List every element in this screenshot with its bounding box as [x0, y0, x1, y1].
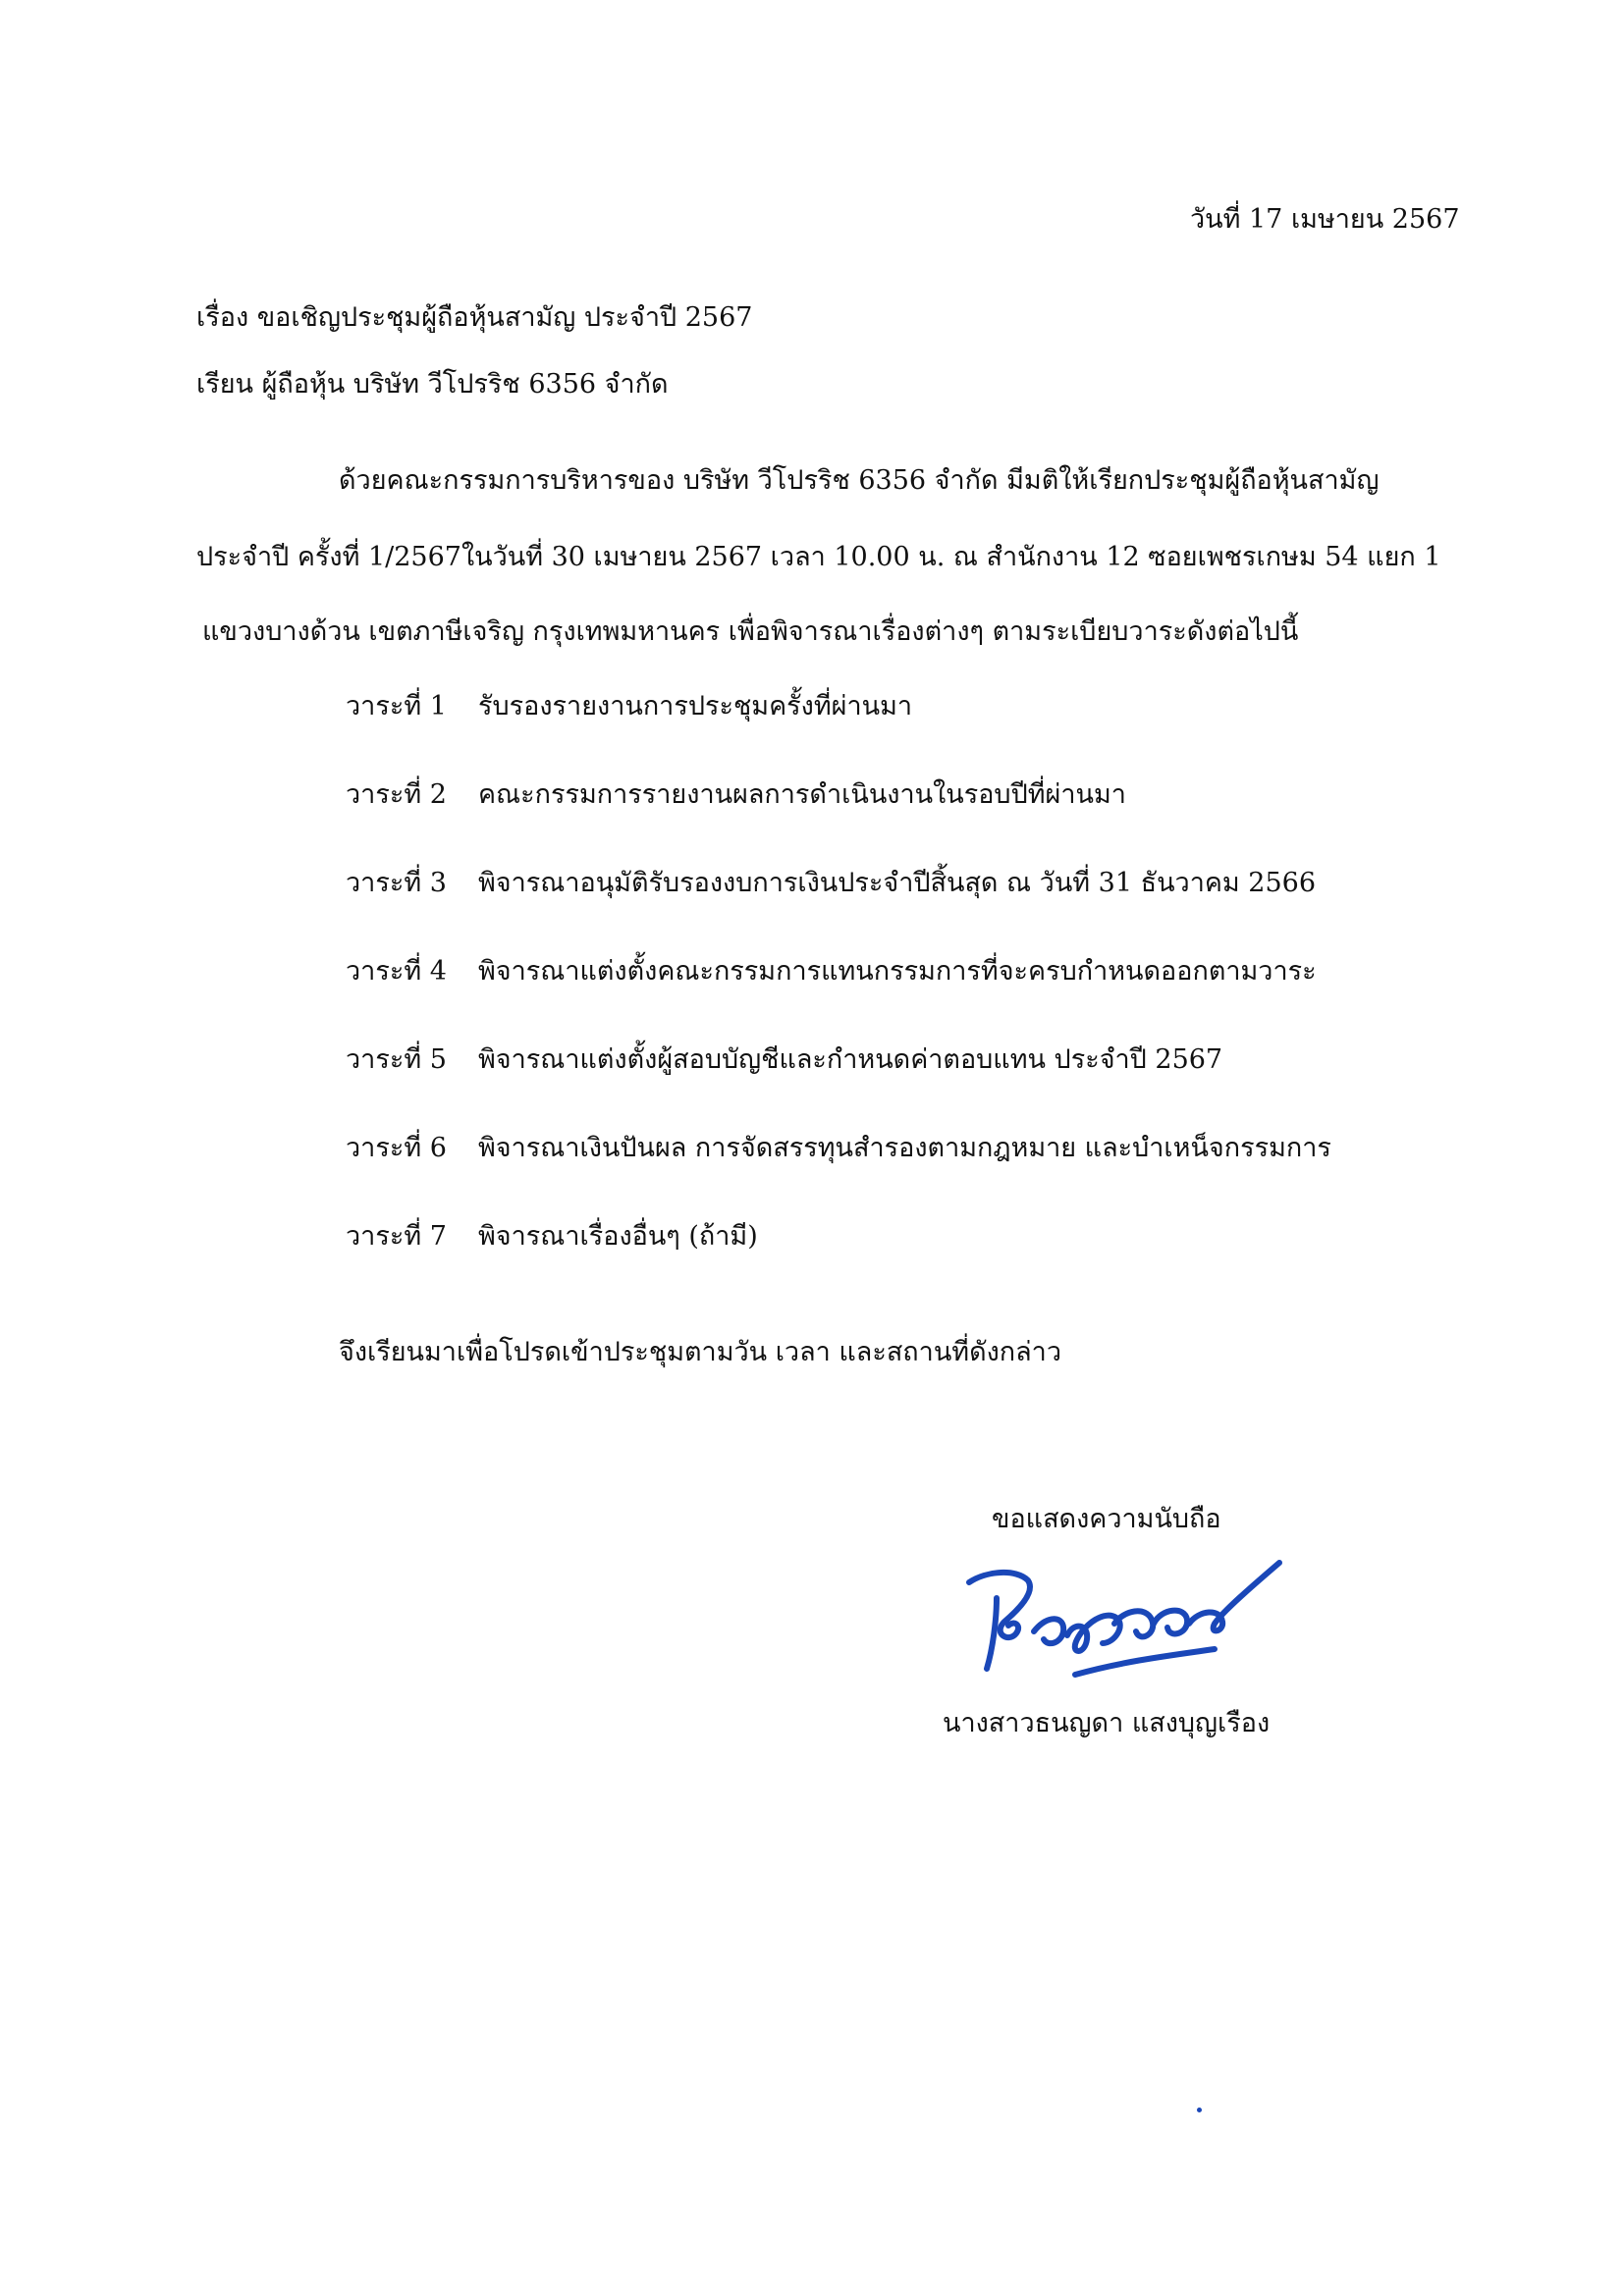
agenda-list — [346, 687, 1331, 1306]
body-paragraph-line-1: ด้วยคณะกรรมการบริหารของ บริษัท วีโปรริช 6356 จำกัด มีมติให้เรียกประชุมผู้ถือหุ้นสามัญ — [339, 465, 1380, 496]
ink-dot — [1197, 2108, 1202, 2112]
letter-subject: เรื่อง ขอเชิญประชุมผู้ถือหุ้นสามัญ ประจำปี 2567 — [196, 302, 753, 333]
agenda-item-7 — [346, 1217, 1331, 1306]
agenda-item-3 — [346, 864, 1331, 952]
agenda-number: วาระที่ 5 — [346, 1044, 447, 1075]
agenda-number: วาระที่ 6 — [346, 1133, 447, 1163]
agenda-item-2 — [346, 775, 1331, 864]
agenda-number: วาระที่ 2 — [346, 779, 447, 810]
signer-name: นางสาวธนญดา แสงบุญเรือง — [943, 1708, 1271, 1738]
agenda-text: พิจารณาเงินปันผล การจัดสรรทุนสำรองตามกฎหมาย และบำเหน็จกรรมการ — [478, 1133, 1331, 1163]
agenda-item-5 — [346, 1041, 1331, 1129]
body-paragraph-line-2: ประจำปี ครั้งที่ 1/2567ในวันที่ 30 เมษายน 2567 เวลา 10.00 น. ณ สำนักงาน 12 ซอยเพชรเกษม 54 แยก 1 — [196, 542, 1441, 572]
handwritten-signature — [957, 1541, 1291, 1688]
agenda-number: วาระที่ 1 — [346, 691, 447, 721]
agenda-item-1 — [346, 687, 1331, 775]
agenda-text: คณะกรรมการรายงานผลการดำเนินงานในรอบปีที่ผ่านมา — [478, 779, 1126, 810]
agenda-text: พิจารณาเรื่องอื่นๆ (ถ้ามี) — [478, 1221, 758, 1252]
body-paragraph-line-3: แขวงบางด้วน เขตภาษีเจริญ กรุงเทพมหานคร เพื่อพิจารณาเรื่องต่างๆ ตามระเบียบวาระดังต่อไปนี้ — [202, 616, 1299, 647]
agenda-item-4 — [346, 952, 1331, 1041]
agenda-number: วาระที่ 4 — [346, 956, 447, 987]
agenda-text: พิจารณาแต่งตั้งคณะกรรมการแทนกรรมการที่จะครบกำหนดออกตามวาระ — [478, 956, 1317, 987]
regards-line: ขอแสดงความนับถือ — [992, 1504, 1221, 1534]
agenda-text: รับรองรายงานการประชุมครั้งที่ผ่านมา — [478, 691, 913, 721]
agenda-number: วาระที่ 7 — [346, 1221, 447, 1252]
agenda-text: พิจารณาอนุมัติรับรองงบการเงินประจำปีสิ้นสุด ณ วันที่ 31 ธันวาคม 2566 — [478, 868, 1317, 898]
closing-sentence: จึงเรียนมาเพื่อโปรดเข้าประชุมตามวัน เวลา และสถานที่ดังกล่าว — [339, 1337, 1062, 1367]
agenda-item-6 — [346, 1129, 1331, 1217]
letter-date: วันที่ 17 เมษายน 2567 — [1190, 204, 1460, 235]
agenda-text: พิจารณาแต่งตั้งผู้สอบบัญชีและกำหนดค่าตอบแทน ประจำปี 2567 — [478, 1044, 1223, 1075]
agenda-number: วาระที่ 3 — [346, 868, 447, 898]
letter-recipient: เรียน ผู้ถือหุ้น บริษัท วีโปรริช 6356 จำกัด — [196, 369, 669, 400]
